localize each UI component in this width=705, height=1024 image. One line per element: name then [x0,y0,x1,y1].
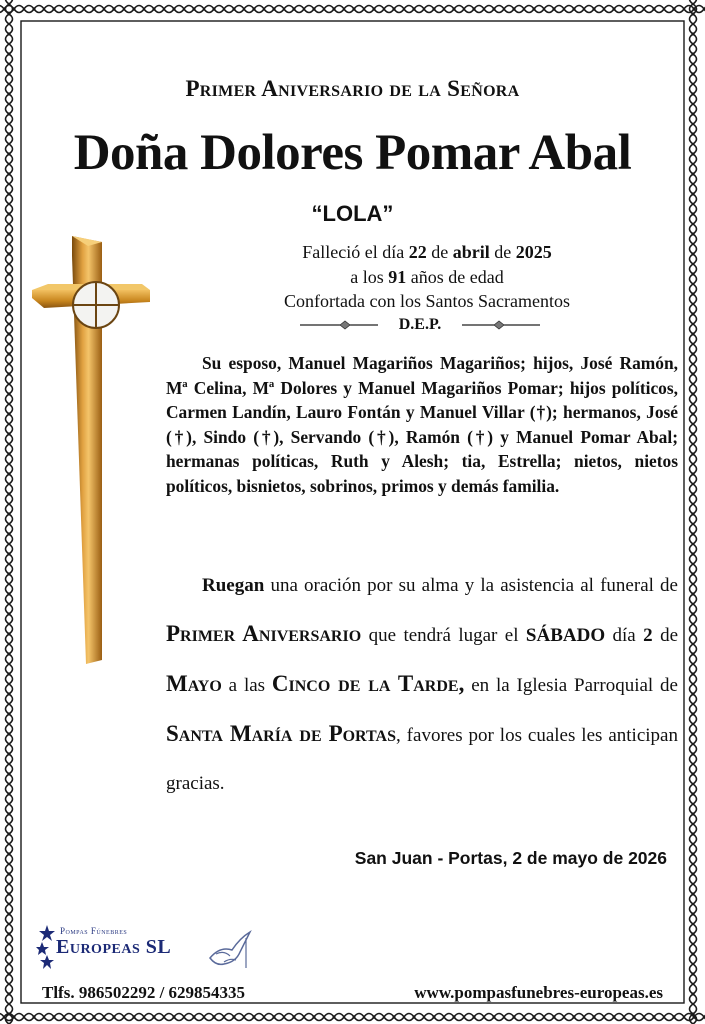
dove-icon [206,928,252,970]
dep-separator [298,315,542,337]
age-line: a los 91 años de edad [350,267,504,287]
funeral-announcement: Ruegan una oración por su alma y la asistencia al funeral de Primer Aniversario que tendrá lugar el SÁBADO día 2 de Mayo a las Cinco de la Tarde, en la Iglesia Parroquial de Santa María de Portas, favores por los cuales les anticipan gracias. [166,575,679,794]
cross-icon [30,232,155,664]
death-date-line: Falleció el día 22 de abril de 2025 [302,242,552,262]
deceased-name: Doña Dolores Pomar Abal [73,125,632,181]
funeral-home-logo [36,922,276,972]
stars-icon [36,924,58,970]
family-list: Su esposo, Manuel Magariños Magariños; hijos, José Ramón, Mª Celina, Mª Dolores y Manuel Magariños Pomar; hijos políticos, Carmen Landín, Lauro Fontán y Manuel Villar (†); hermanos, José (†), Sindo (†), Servando (†), Ramón (†) y Manuel Pomar Abal; hermanas políticas, Ruth y Alesh; tia, Estrella; nietos, nietos políticos, bisnietos, sobrinos, primos y demás familia. [166,353,678,496]
phone-numbers: Tlfs. 986502292 / 629854335 [42,983,246,1002]
pre-title: Primer Aniversario de la Señora [185,76,520,101]
logo-tagline: Pompas Fúnebres [60,926,128,936]
website-link[interactable]: www.pompasfunebres-europeas.es [414,983,663,1002]
place-and-date: San Juan - Portas, 2 de mayo de 2026 [354,848,667,868]
sacraments-line: Confortada con los Santos Sacramentos [284,291,570,311]
logo-name: Europeas SL [56,936,172,958]
nickname: “LOLA” [311,201,394,226]
dep-label: D.E.P. [398,316,442,333]
